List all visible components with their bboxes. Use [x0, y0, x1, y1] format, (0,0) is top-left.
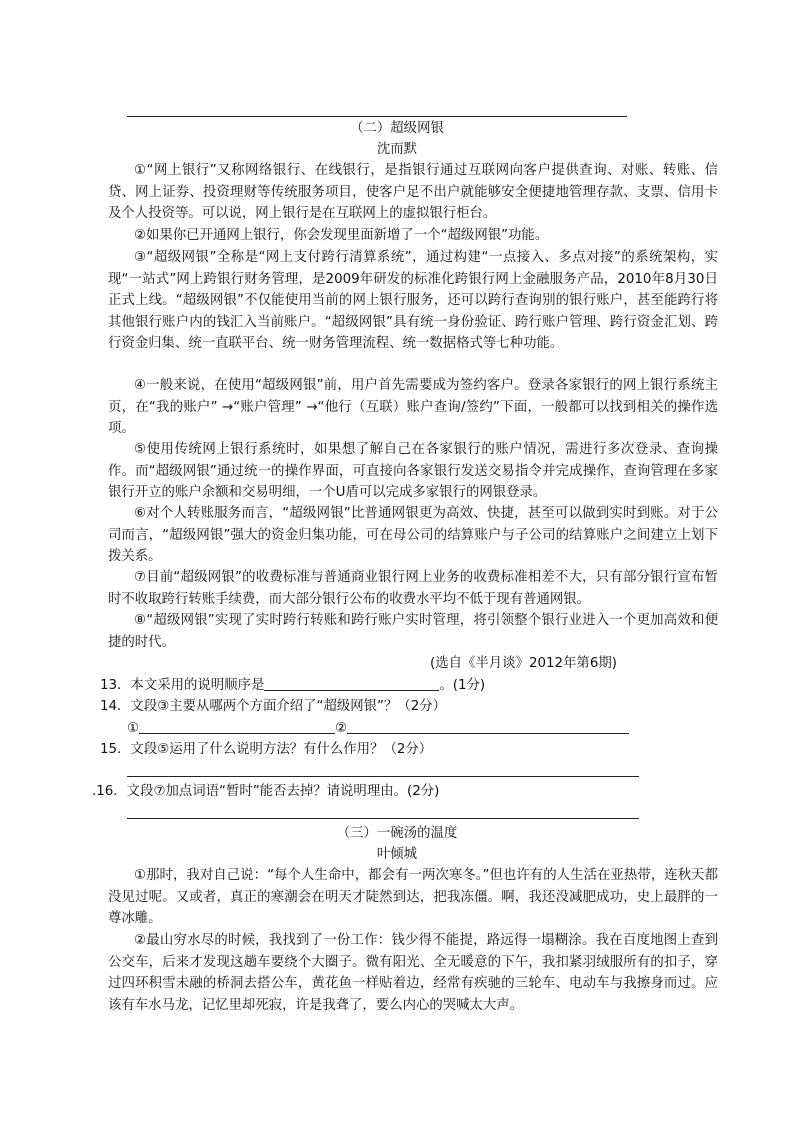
section2-title: （二）超级网银 [350, 121, 444, 136]
section2-paragraph-6: ⑥对个人转账服务而言，“超级网银”比普通网银更为高效、快捷，甚至可以做到实时到账。对于公司而言，“超级网银”强大的资金归集功能，可在母公司的结算账户与子公司的结算账户之间建立上划下拨关系。 [108, 506, 718, 564]
question-13-score: 。(1分) [439, 678, 486, 693]
top-rule [127, 116, 627, 117]
section3-title: （三）一碗汤的温度 [336, 826, 458, 841]
question-14-answers [127, 719, 629, 739]
section2-paragraph-1: ①“网上银行”又称网络银行、在线银行，是指银行通过互联网向客户提供查询、对账、转账、信贷、网上证券、投资理财等传统服务项目，使客户足不出户就能够安全便捷地管理存款、支票、信用卡及个人投资等。可以说，网上银行是在互联网上的虚拟银行柜台。 [108, 163, 718, 221]
question-13 [100, 676, 485, 696]
section2-paragraph-4: ④一般来说，在使用“超级网银”前，用户首先需要成为签约客户。登录各家银行的网上银行系统主页，在“我的账户” →“账户管理” →“他行（互联）账户查询/签约”下面，一般都可以找到相关的操作选项。 [108, 378, 718, 436]
question-13-text: 13．本文采用的说明顺序是 [100, 678, 265, 693]
question-13-answer-blank[interactable] [264, 676, 439, 691]
section2-paragraph-2: ②如果你已开通网上银行，你会发现里面新增了一个“超级网银”功能。 [134, 228, 549, 243]
section2-paragraph-5: ⑤使用传统网上银行系统时，如果想了解自己在各家银行的账户情况，需进行多次登录、查询操作。而“超级网银”通过统一的操作界面，可直接向各家银行发送交易指令并完成操作，查询管理在多家银行开立的账户余额和交易明细，一个U盾可以完成多家银行的网银登录。 [108, 442, 718, 500]
question-14-answer-blank-a[interactable] [139, 719, 335, 734]
question-14-marker-a: ① [127, 721, 140, 736]
question-14-marker-b: ② [335, 721, 348, 736]
question-16-answer-line[interactable] [127, 818, 639, 819]
section2-author: 沈而默 [376, 142, 418, 157]
question-15-answer-line[interactable] [127, 776, 639, 777]
section3-paragraph-2: ②最山穷水尽的时候，我找到了一份工作：钱少得不能提，路远得一塌糊涂。我在百度地图上查到公交车，后来才发现这趟车要绕个大圈子。微有阳光、全无暖意的下午，我扣紧羽绒服所有的扣子，穿过四环积雪未融的桥洞去搭公车，黄花鱼一样贴着边，经常有疾驰的三轮车、电动车与我擦身而过。应该有车水马龙，记忆里却死寂，许是我聋了，要么内心的哭喊太大声。 [108, 933, 718, 1013]
section2-paragraph-3: ③“超级网银”全称是“网上支付跨行清算系统”，通过构建“一点接入、多点对接”的系统架构，实现“一站式”网上跨银行财务管理，是2009年研发的标准化跨银行网上金融服务产品，2010年8月30日正式上线。“超级网银”不仅能使用当前的网上银行服务，还可以跨行查询别的银行账户，甚至能跨行将其他银行账户内的钱汇入当前账户。“超级网银”具有统一身份验证、跨行账户管理、跨行资金汇划、跨行资金归集、统一直联平台、统一财务管理流程、统一数据格式等七种功能。 [108, 250, 718, 351]
question-14-answer-blank-b[interactable] [347, 719, 629, 734]
section2-paragraph-8: ⑧“超级网银”实现了实时跨行转账和跨行账户实时管理，将引领整个银行业进入一个更加高效和便捷的时代。 [108, 613, 718, 650]
question-15: 15．文段⑤运用了什么说明方法？有什么作用？（2分） [100, 742, 433, 757]
question-16: .16．文段⑦加点词语“暂时”能否去掉？请说明理由。(2分) [92, 784, 440, 799]
section3-author: 叶倾城 [376, 847, 418, 862]
section2-paragraph-7: ⑦目前“超级网银”的收费标准与普通商业银行网上业务的收费标准相差不大，只有部分银行宣布暂时不收取跨行转账手续费，而大部分银行公布的收费水平均不低于现有普通网银。 [108, 570, 718, 607]
section3-paragraph-1: ①那时，我对自己说：“每个人生命中，都会有一两次寒冬。”但也许有的人生活在亚热带，连秋天都没见过呢。又或者，真正的寒潮会在明天才陡然到达，把我冻僵。啊，我还没减肥成功，史上最胖的一尊冰雕。 [108, 868, 718, 926]
source-citation: (选自《半月谈》2012年第6期) [430, 656, 617, 671]
question-14: 14．文段③主要从哪两个方面介绍了“超级网银”？（2分） [100, 699, 447, 714]
